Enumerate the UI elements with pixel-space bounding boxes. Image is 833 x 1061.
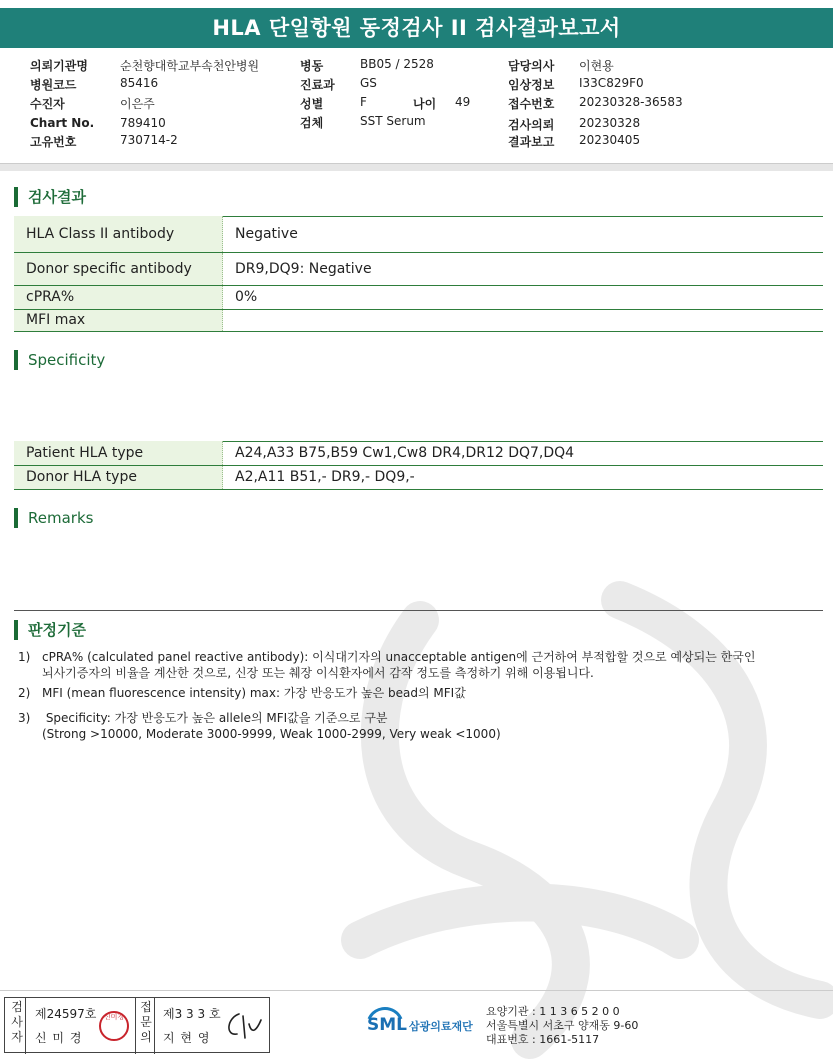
header-value: BB05 / 2528	[360, 57, 434, 71]
org-address: 서울특별시 서초구 양재동 9-60	[486, 1019, 639, 1032]
table-row	[14, 309, 823, 331]
header-value: 20230328	[579, 116, 641, 130]
header-key: 병원코드	[30, 78, 77, 92]
org-name: 삼광의료재단	[409, 1020, 473, 1033]
result-value: Negative	[223, 216, 824, 252]
table-row	[14, 441, 823, 465]
hla-value: A2,A11 B51,- DR9,- DQ9,-	[223, 465, 824, 489]
header-key: 검체	[300, 116, 324, 130]
header-key: 결과보고	[508, 135, 555, 149]
header-value: SST Serum	[360, 114, 426, 128]
header-key: Chart No.	[30, 116, 95, 130]
section-result-heading: 검사결과	[14, 187, 86, 207]
header-value: I33C829F0	[579, 76, 644, 90]
header-key: 접수번호	[508, 97, 555, 111]
table-row	[14, 216, 823, 252]
result-table	[14, 216, 823, 332]
header-value: GS	[360, 76, 377, 90]
age-value: 49	[455, 95, 471, 109]
result-value: 0%	[223, 285, 824, 309]
hla-value: A24,A33 B75,B59 Cw1,Cw8 DR4,DR12 DQ7,DQ4	[223, 441, 824, 465]
result-label: MFI max	[14, 309, 223, 331]
header-value: 순천향대학교부속천안병원	[120, 59, 260, 73]
header-key: 수진자	[30, 97, 65, 111]
header-key: 병동	[300, 59, 324, 73]
org-phone: 대표번호 : 1661-5117	[486, 1033, 600, 1046]
section-specificity-heading: Specificity	[14, 350, 105, 370]
org-info	[486, 1005, 638, 1047]
criteria-item: 3) Specificity: 가장 반응도가 높은 allele의 MFI값을 기준으로 구분 (Strong >10000, Moderate 3000-9999, Weak 1000-2999, Very weak <1000)	[18, 711, 501, 741]
header-value: 20230328-36583	[579, 95, 683, 109]
header-key: 검사의뢰	[508, 118, 555, 132]
table-row	[14, 465, 823, 489]
header-key: 성별	[300, 97, 324, 111]
result-label: cPRA%	[14, 285, 223, 309]
tester-number: 제24597호	[35, 1007, 97, 1021]
header-value: 730714-2	[120, 133, 178, 147]
result-value: DR9,DQ9: Negative	[223, 252, 824, 285]
header-value: F	[360, 95, 367, 109]
header-key: 진료과	[300, 78, 335, 92]
header-separator	[0, 163, 833, 171]
approver-label: 접문의	[135, 998, 155, 1054]
header-key: 담당의사	[508, 59, 555, 73]
age-label: 나이	[413, 97, 437, 111]
result-label: Donor specific antibody	[14, 252, 223, 285]
header-value: 789410	[120, 116, 166, 130]
report-title: HLA 단일항원 동정검사 II 검사결과보고서	[0, 8, 833, 48]
background-watermark	[300, 560, 833, 1060]
signature-box	[4, 997, 270, 1053]
table-row	[14, 285, 823, 309]
result-value	[223, 309, 824, 331]
tester-label: 검사자	[5, 998, 26, 1054]
tester-name: 신 미 경	[35, 1031, 83, 1045]
header-value: 20230405	[579, 133, 641, 147]
hla-label: Donor HLA type	[14, 465, 223, 489]
header-value: 이현용	[579, 59, 614, 73]
section-remarks-heading: Remarks	[14, 508, 93, 528]
criteria-item: 1) cPRA% (calculated panel reactive antibody): 이식대기자의 unacceptable antigen에 근거하여 부적합할 것으로 예상되는 한국인 뇌사기증자의 비율을 계산한 것으로, 신장 또는 췌장 이식환자에서 감작 정도를 측정하기 위해 이용됩니다.	[18, 650, 756, 680]
criteria-list	[18, 649, 808, 746]
approver-name: 지 현 영	[163, 1031, 211, 1045]
approver-number: 제3 3 3 호	[163, 1007, 221, 1021]
tester-seal: 신미경	[99, 1011, 129, 1041]
header-value: 85416	[120, 76, 159, 90]
header-key: 임상정보	[508, 78, 555, 92]
header-key: 의뢰기관명	[30, 59, 88, 73]
header-value: 이은주	[120, 97, 155, 111]
table-row	[14, 252, 823, 285]
org-code: 요양기관 : 1 1 3 6 5 2 0 0	[486, 1005, 620, 1018]
approver-signature	[223, 1010, 263, 1042]
hla-label: Patient HLA type	[14, 441, 223, 465]
header-key: 고유번호	[30, 135, 77, 149]
section-criteria-heading: 판정기준	[14, 620, 86, 640]
criteria-item: 2) MFI (mean fluorescence intensity) max: 가장 반응도가 높은 bead의 MFI값	[18, 686, 466, 700]
hla-type-table	[14, 441, 823, 490]
result-label: HLA Class II antibody	[14, 216, 223, 252]
